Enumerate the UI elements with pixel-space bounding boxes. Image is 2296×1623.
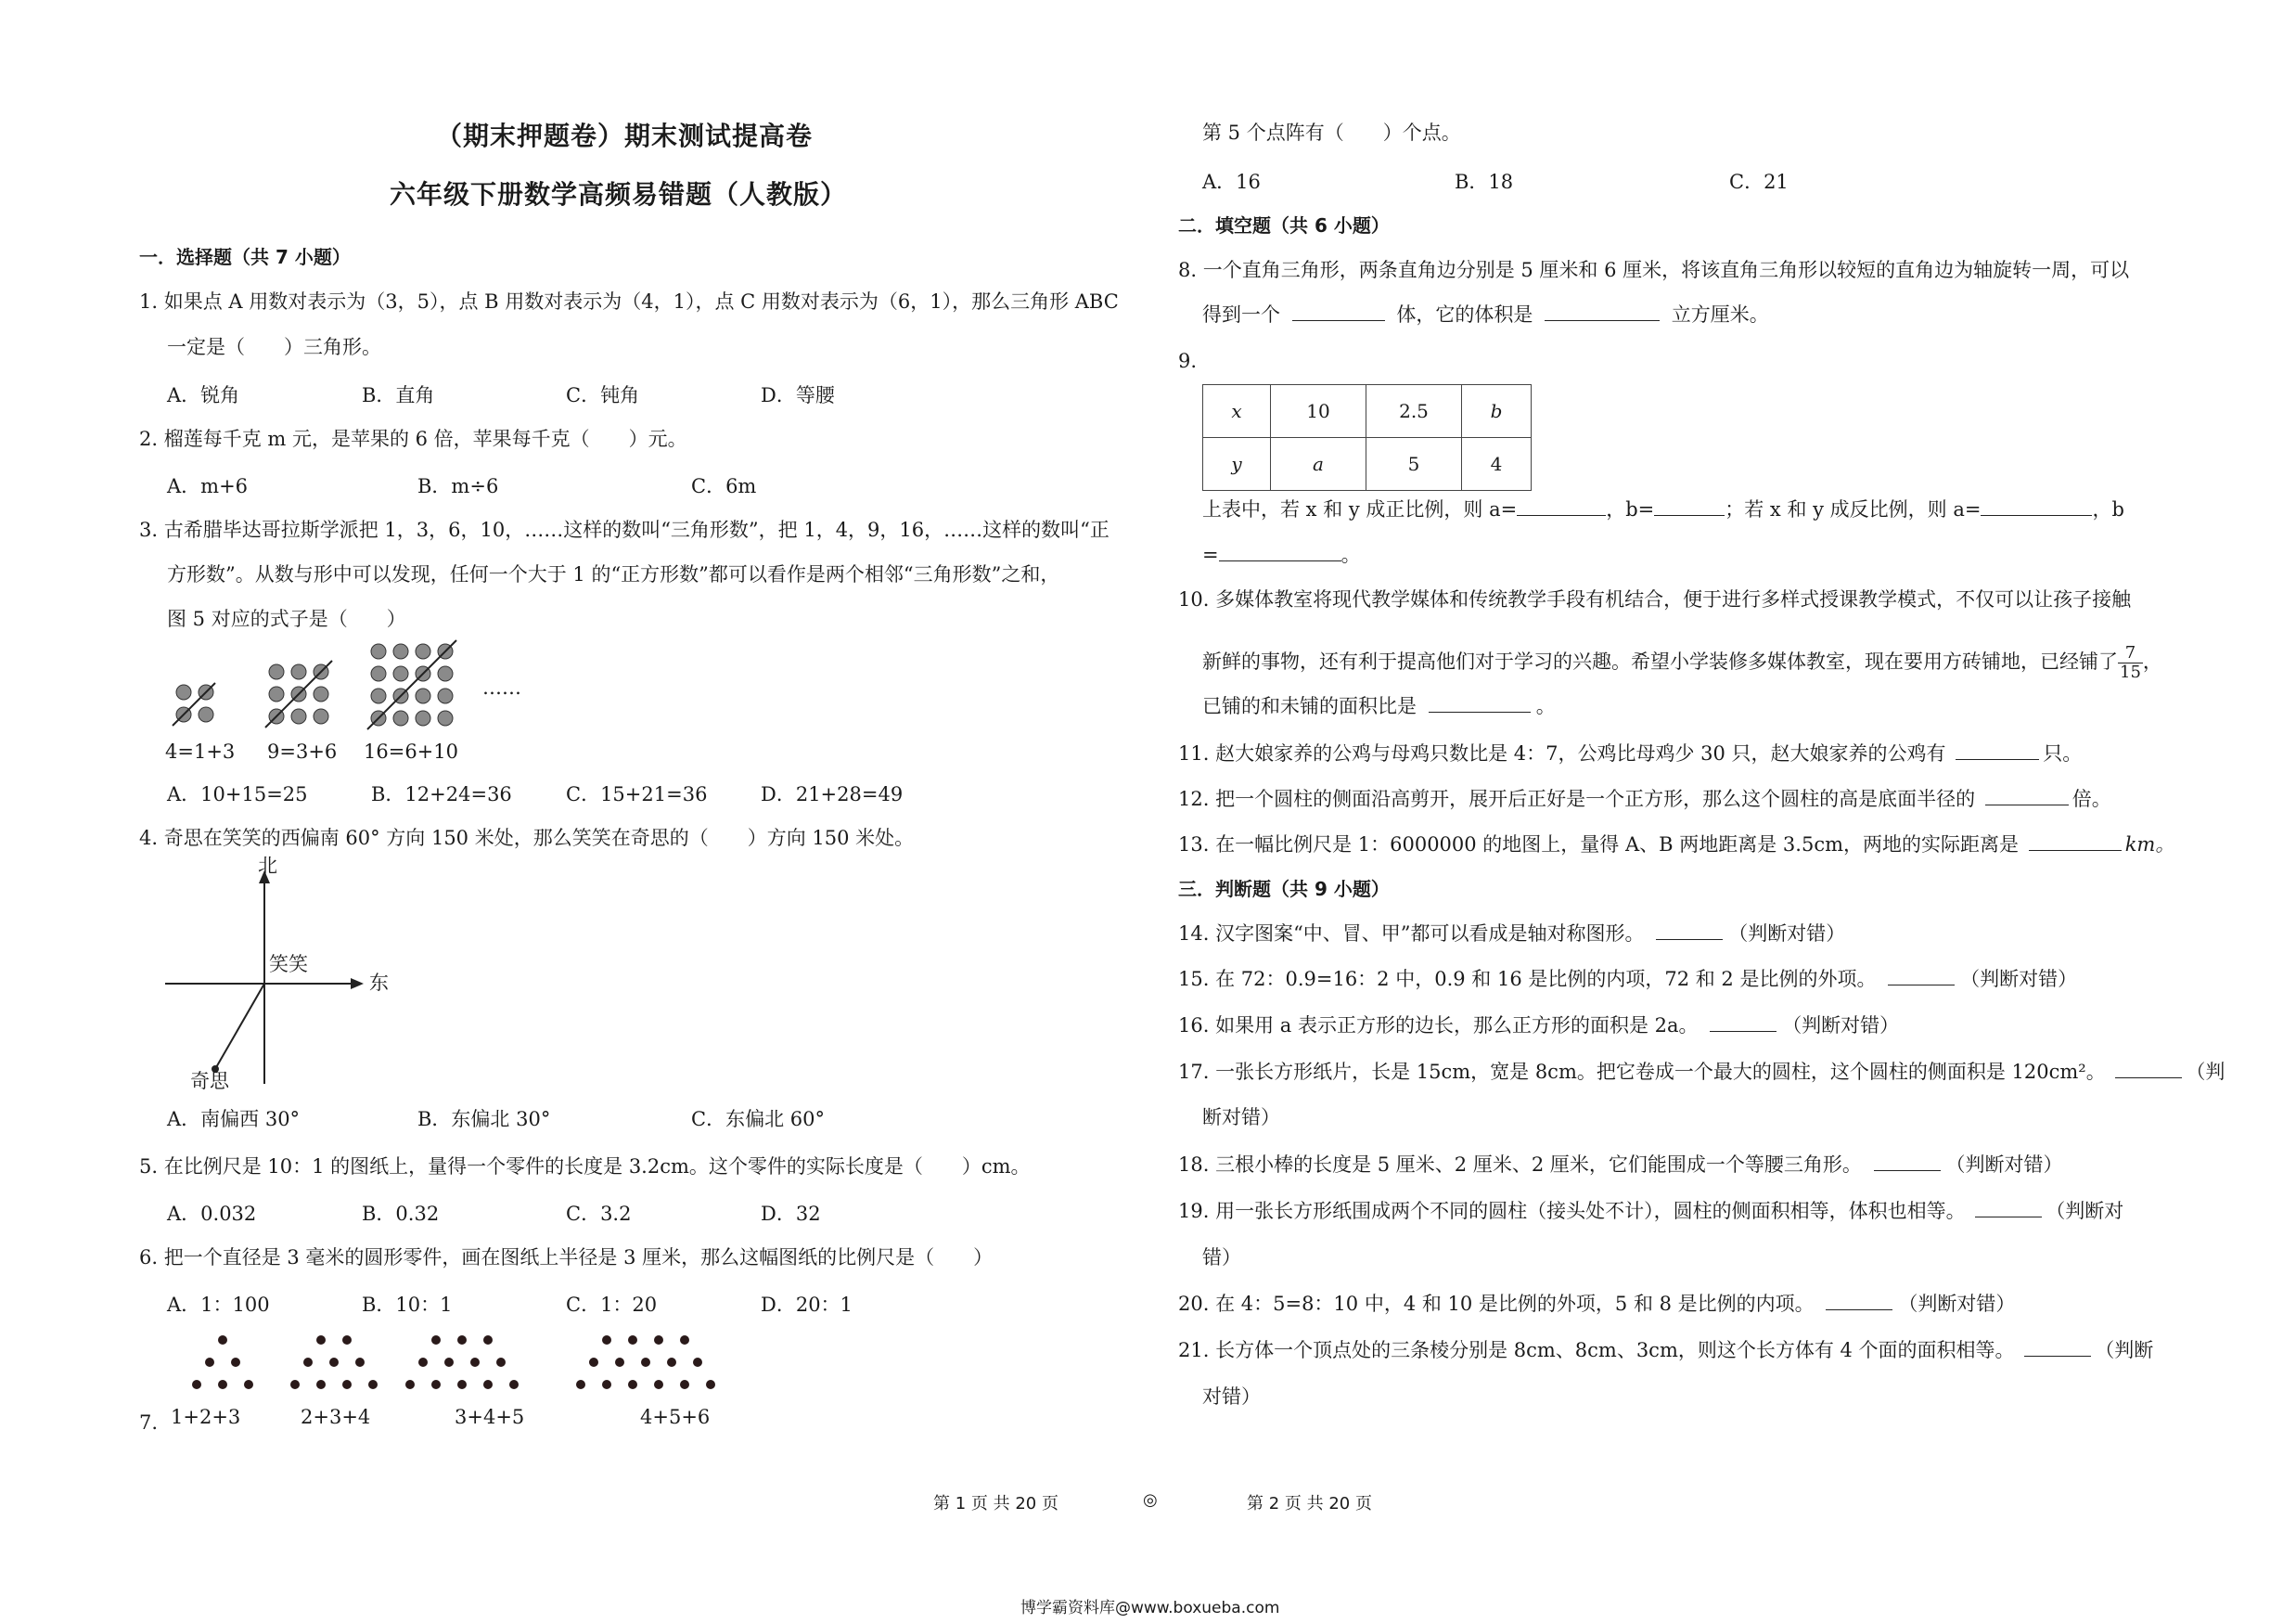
q10-fraction-numerator: 7 xyxy=(2118,644,2143,663)
section-fill-heading: 二．填空题（共 6 小题） xyxy=(1178,214,1390,237)
q9-stem-cont xyxy=(1202,541,1361,569)
q14-judge: （判断对错） xyxy=(1728,922,1846,945)
q18-blank[interactable] xyxy=(1874,1152,1941,1171)
q2-stem: 2. 榴莲每千克 m 元，是苹果的 6 倍，苹果每千克（ ）元。 xyxy=(139,428,687,450)
q10-stem-cont-2 xyxy=(1202,692,1556,720)
q20-judge: （判断对错） xyxy=(1898,1293,2016,1315)
q20-blank[interactable] xyxy=(1826,1291,1892,1310)
q17-text: 17. 一张长方形纸片，长是 15cm，宽是 8cm。把它卷成一个最大的圆柱，这个圆柱的侧面积是 120cm²。 xyxy=(1178,1061,2106,1083)
q1-option-d: D．等腰 xyxy=(761,384,835,406)
q3-option-c: C．15+21=36 xyxy=(566,783,708,805)
table-cell: 5 xyxy=(1366,438,1462,491)
q12-blank[interactable] xyxy=(1985,786,2069,805)
table-cell: 4 xyxy=(1462,438,1532,491)
qisi-label: 奇思 xyxy=(190,1070,229,1092)
q7-caption-4: 4+5+6 xyxy=(640,1406,711,1428)
q18-stem xyxy=(1178,1151,2063,1179)
q3-option-a: A．10+15=25 xyxy=(167,783,308,805)
q13-text-b: km。 xyxy=(2124,833,2175,856)
q5-option-d: D．32 xyxy=(761,1203,821,1225)
q7-caption-1: 1+2+3 xyxy=(171,1406,241,1428)
q6-stem: 6. 把一个直径是 3 毫米的圆形零件，画在图纸上半径是 3 厘米，那么这幅图纸的比例尺是（ ） xyxy=(139,1246,994,1269)
table-cell: b xyxy=(1462,385,1532,438)
q9-number: 9. xyxy=(1178,350,1198,372)
section-judge-heading: 三．判断题（共 9 小题） xyxy=(1178,878,1390,900)
q15-stem xyxy=(1178,965,2077,993)
q9-text-f: 。 xyxy=(1340,544,1361,566)
table-cell: 10 xyxy=(1271,385,1366,438)
q8-stem-cont xyxy=(1202,301,1769,328)
q8-blank-solid[interactable] xyxy=(1292,302,1385,321)
xiaoxiao-label: 笑笑 xyxy=(269,953,308,975)
q11-stem xyxy=(1178,740,2082,767)
watermark-text: 博学霸资料库@www.boxueba.com xyxy=(1020,1599,1280,1617)
q9-table xyxy=(1202,384,1532,491)
q3-ellipsis: …… xyxy=(482,676,521,699)
q11-text-b: 只。 xyxy=(2043,742,2083,765)
q1-option-c: C．钝角 xyxy=(566,384,640,406)
q15-blank[interactable] xyxy=(1888,966,1955,985)
q5-stem: 5. 在比例尺是 10：1 的图纸上，量得一个零件的长度是 3.2cm。这个零件的实际长度是（ ）cm。 xyxy=(139,1155,1031,1178)
title-line-1: （期末押题卷）期末测试提高卷 xyxy=(436,121,814,151)
q1-option-b: B．直角 xyxy=(362,384,435,406)
q8-text-a: 得到一个 xyxy=(1202,303,1280,326)
q9-blank-a-inverse[interactable] xyxy=(1981,496,2092,516)
q9-blank-a-direct[interactable] xyxy=(1517,496,1606,516)
table-row xyxy=(1203,438,1532,491)
q10-blank-ratio[interactable] xyxy=(1429,693,1531,713)
table-cell: 2.5 xyxy=(1366,385,1462,438)
q16-blank[interactable] xyxy=(1710,1012,1777,1032)
q7-stem-cont: 第 5 个点阵有（ ）个点。 xyxy=(1202,122,1461,144)
q9-text-c: ；若 x 和 y 成反比例，则 a= xyxy=(1725,498,1982,521)
north-label: 北 xyxy=(258,855,277,877)
q6-option-b: B．10：1 xyxy=(362,1294,453,1316)
q8-text-b: 体，它的体积是 xyxy=(1396,303,1533,326)
q9-text-e: = xyxy=(1202,544,1219,566)
q14-stem xyxy=(1178,920,1845,947)
q17-judge-start: （判 xyxy=(2186,1061,2225,1083)
q7-option-a: A．16 xyxy=(1202,171,1261,193)
center-mark: ◎ xyxy=(1143,1490,1158,1510)
q8-blank-volume[interactable] xyxy=(1545,302,1660,321)
q13-stem xyxy=(1178,831,2174,858)
q21-stem-cont: 对错） xyxy=(1202,1385,1261,1408)
q14-blank[interactable] xyxy=(1656,921,1723,940)
q5-option-a: A．0.032 xyxy=(167,1203,257,1225)
table-cell: y xyxy=(1203,438,1271,491)
table-row xyxy=(1203,385,1532,438)
q11-blank[interactable] xyxy=(1956,741,2039,760)
q21-blank[interactable] xyxy=(2024,1337,2091,1357)
q7-caption-3: 3+4+5 xyxy=(455,1406,525,1428)
table-cell: a xyxy=(1271,438,1366,491)
q21-stem xyxy=(1178,1336,2153,1364)
q9-stem xyxy=(1202,496,2124,523)
q10-stem: 10. 多媒体教室将现代教学媒体和传统教学手段有机结合，便于进行多样式授课教学模式，不仅可以让孩子接触 xyxy=(1178,588,2132,611)
title-line-2: 六年级下册数学高频易错题（人教版） xyxy=(390,179,848,210)
q20-stem xyxy=(1178,1290,2015,1318)
q3-caption-1: 4=1+3 xyxy=(165,741,236,763)
q21-judge-start: （判断 xyxy=(2095,1339,2154,1361)
q19-stem-cont: 错） xyxy=(1202,1246,1241,1269)
section-choice-heading: 一．选择题（共 7 小题） xyxy=(139,246,351,268)
q16-text: 16. 如果用 a 表示正方形的边长，那么正方形的面积是 2a。 xyxy=(1178,1014,1699,1037)
q19-text: 19. 用一张长方形纸围成两个不同的圆柱（接头处不计），圆柱的侧面积相等，体积也相等。 xyxy=(1178,1200,1966,1222)
q9-text-a: 上表中，若 x 和 y 成正比例，则 a= xyxy=(1202,498,1518,521)
q4-option-c: C．东偏北 60° xyxy=(691,1108,825,1130)
q6-option-d: D．20：1 xyxy=(761,1294,853,1316)
q9-text-b: ，b= xyxy=(1606,498,1655,521)
q18-judge: （判断对错） xyxy=(1945,1153,2063,1176)
q10-fraction-denominator: 15 xyxy=(2120,663,2141,682)
q1-stem: 1. 如果点 A 用数对表示为（3，5），点 B 用数对表示为（4，1），点 C 用数对表示为（6，1），那么三角形 ABC xyxy=(139,290,1119,313)
q19-stem xyxy=(1178,1197,2123,1225)
page-number-left: 第 1 页 共 20 页 xyxy=(933,1494,1058,1514)
q5-option-c: C．3.2 xyxy=(566,1203,632,1225)
q17-stem-cont: 断对错） xyxy=(1202,1106,1280,1128)
q9-blank-b-inverse[interactable] xyxy=(1219,542,1341,561)
q1-stem-cont: 一定是（ ）三角形。 xyxy=(167,336,381,358)
q3-caption-2: 9=3+6 xyxy=(267,741,338,763)
q17-stem xyxy=(1178,1058,2225,1086)
q8-stem: 8. 一个直角三角形，两条直角边分别是 5 厘米和 6 厘米，将该直角三角形以较短的直角边为轴旋转一周，可以 xyxy=(1178,259,2130,281)
q8-text-c: 立方厘米。 xyxy=(1671,303,1769,326)
q5-option-b: B．0.32 xyxy=(362,1203,440,1225)
q7-number: 7. xyxy=(139,1411,159,1434)
table-cell: x xyxy=(1203,385,1271,438)
q12-text-b: 倍。 xyxy=(2072,788,2111,810)
q20-text: 20. 在 4：5=8：10 中，4 和 10 是比例的外项，5 和 8 是比例的内项。 xyxy=(1178,1293,1815,1315)
q2-option-a: A．m+6 xyxy=(167,475,249,497)
q13-blank[interactable] xyxy=(2029,831,2122,851)
q4-stem: 4. 奇思在笑笑的西偏南 60° 方向 150 米处，那么笑笑在奇思的（ ）方向 150 米处。 xyxy=(139,827,915,849)
q14-text: 14. 汉字图案“中、冒、甲”都可以看成是轴对称图形。 xyxy=(1178,922,1645,945)
q10-text-a: 已铺的和未铺的面积比是 xyxy=(1202,695,1417,717)
q3-stem-cont-1: 方形数”。从数与形中可以发现，任何一个大于 1 的“正方形数”都可以看作是两个相邻“三角形数”之和， xyxy=(167,563,1060,586)
q6-option-c: C．1：20 xyxy=(566,1294,658,1316)
q9-text-d: ，b xyxy=(2092,498,2124,521)
q13-text-a: 13. 在一幅比例尺是 1：6000000 的地图上，量得 A、B 两地距离是 3.5cm，两地的实际距离是 xyxy=(1178,833,2020,856)
q10-text: 新鲜的事物，还有利于提高他们对于学习的兴趣。希望小学装修多媒体教室，现在要用方砖铺地，已经铺了 xyxy=(1202,650,2118,673)
dot-array-figures xyxy=(167,1329,742,1396)
q10-fraction xyxy=(2118,644,2143,682)
q12-text-a: 12. 把一个圆柱的侧面沿高剪开，展开后正好是一个正方形，那么这个圆柱的高是底面半径的 xyxy=(1178,788,1976,810)
q3-option-d: D．21+28=49 xyxy=(761,783,904,805)
q2-option-c: C．6m xyxy=(691,475,757,497)
q18-text: 18. 三根小棒的长度是 5 厘米、2 厘米、2 厘米，它们能围成一个等腰三角形。 xyxy=(1178,1153,1862,1176)
q10-stem-cont xyxy=(1202,638,2162,685)
q9-blank-b-direct[interactable] xyxy=(1654,496,1725,516)
q7-option-b: B．18 xyxy=(1455,171,1514,193)
q12-stem xyxy=(1178,785,2111,813)
q11-text-a: 11. 赵大娘家养的公鸡与母鸡只数比是 4：7，公鸡比母鸡少 30 只，赵大娘家养的公鸡有 xyxy=(1178,742,1946,765)
q19-blank[interactable] xyxy=(1975,1198,2042,1217)
q1-option-a: A．锐角 xyxy=(167,384,240,406)
q3-caption-3: 16=6+10 xyxy=(364,741,458,763)
q3-option-b: B．12+24=36 xyxy=(371,783,512,805)
q4-option-a: A．南偏西 30° xyxy=(167,1108,301,1130)
q4-option-b: B．东偏北 30° xyxy=(417,1108,551,1130)
q19-judge-start: （判断对 xyxy=(2046,1200,2124,1222)
q15-text: 15. 在 72：0.9=16：2 中，0.9 和 16 是比例的内项，72 和 2 是比例的外项。 xyxy=(1178,968,1877,990)
q3-stem-cont-2: 图 5 对应的式子是（ ） xyxy=(167,608,406,630)
q3-stem: 3. 古希腊毕达哥拉斯学派把 1，3，6，10，……这样的数叫“三角形数”，把 1，4，9，16，……这样的数叫“正 xyxy=(139,519,1110,541)
page-number-right: 第 2 页 共 20 页 xyxy=(1247,1494,1372,1514)
q17-blank[interactable] xyxy=(2115,1059,2182,1078)
q7-option-c: C．21 xyxy=(1729,171,1789,193)
q10-comma: ， xyxy=(2142,650,2162,673)
q7-caption-2: 2+3+4 xyxy=(301,1406,371,1428)
east-label: 东 xyxy=(369,972,389,994)
q10-text-b: 。 xyxy=(1535,695,1556,717)
q15-judge: （判断对错） xyxy=(1960,968,2078,990)
q2-option-b: B．m÷6 xyxy=(417,475,499,497)
q16-judge: （判断对错） xyxy=(1782,1014,1900,1037)
q6-option-a: A．1：100 xyxy=(167,1294,270,1316)
q16-stem xyxy=(1178,1011,1899,1039)
q21-text: 21. 长方体一个顶点处的三条棱分别是 8cm、8cm、3cm，则这个长方体有 4 个面的面积相等。 xyxy=(1178,1339,2015,1361)
